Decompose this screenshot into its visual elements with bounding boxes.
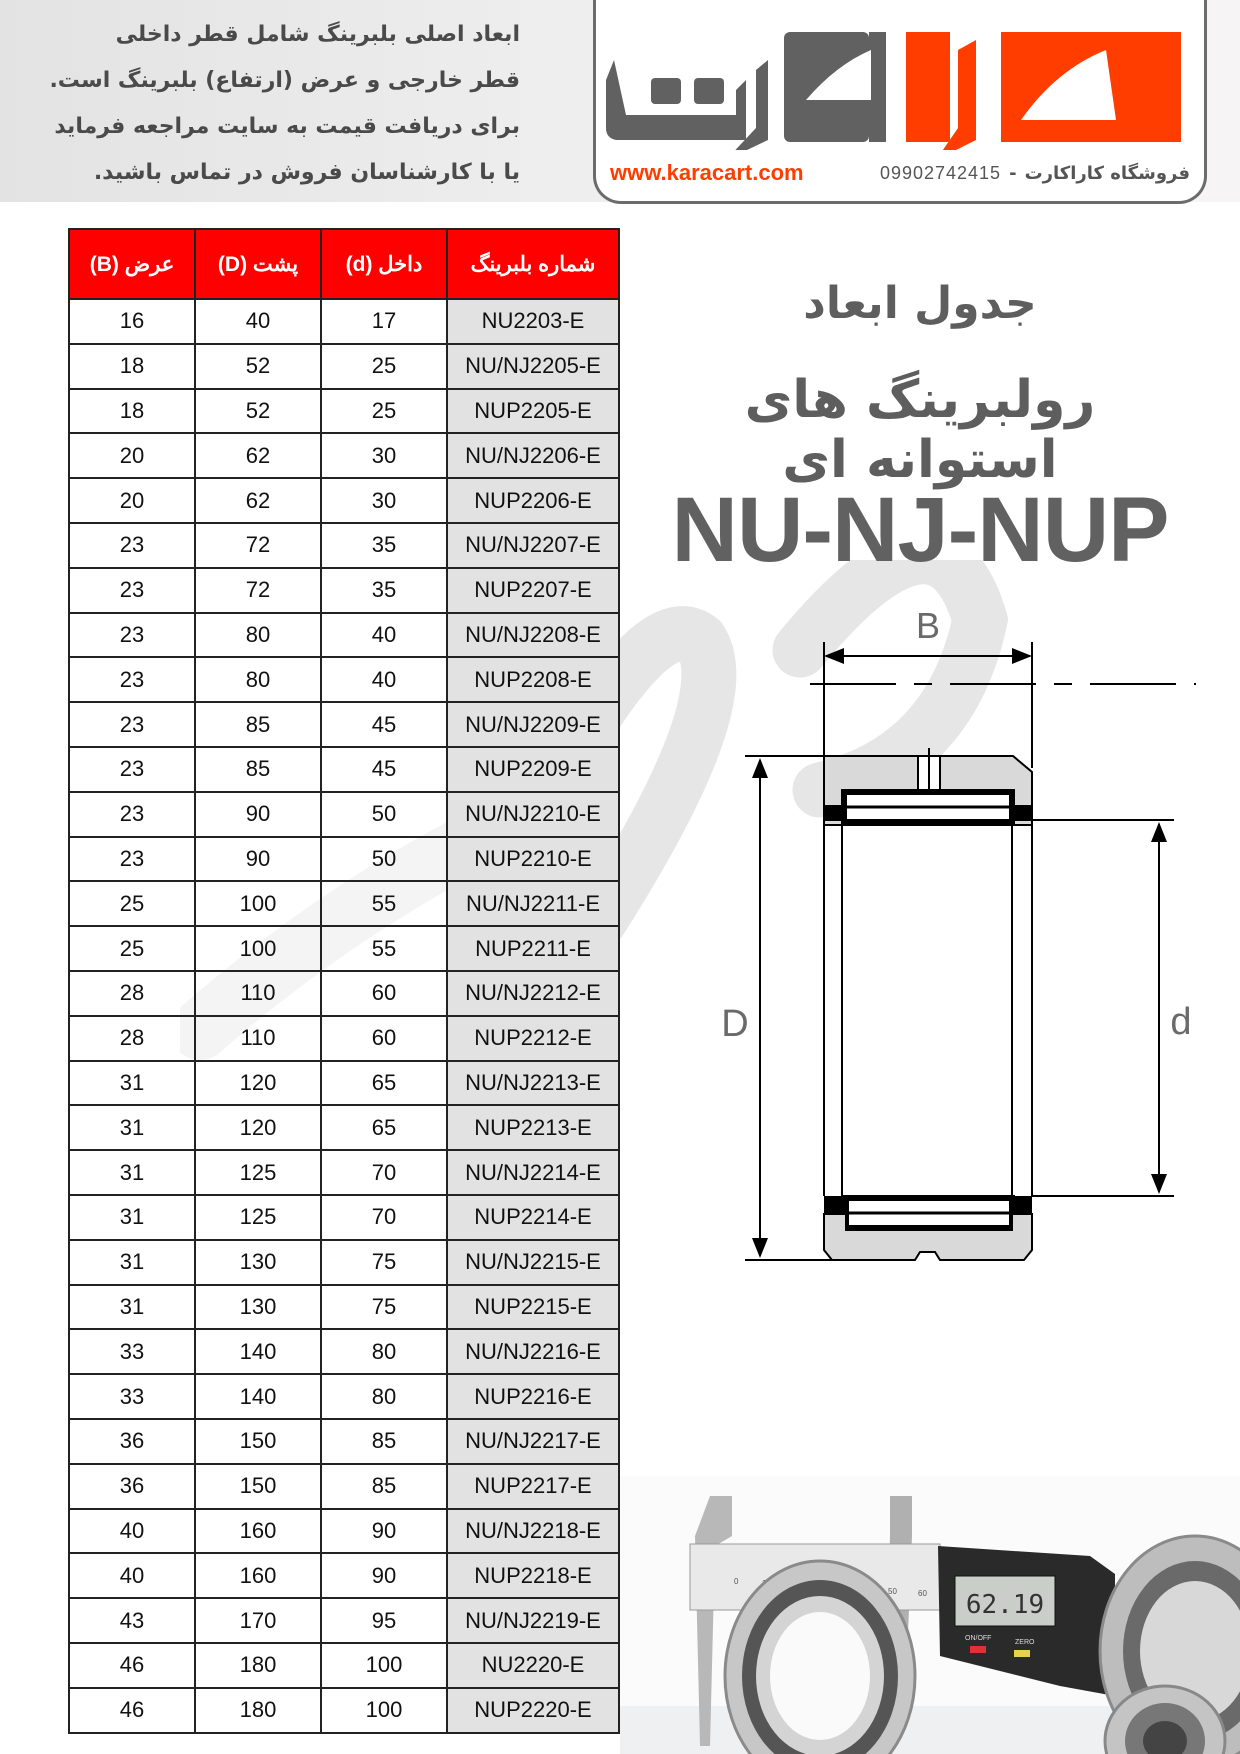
cell-outer-d: 80 — [195, 613, 321, 658]
header-outer-d: پشت (D) — [195, 229, 321, 299]
cell-inner-d: 65 — [321, 1105, 447, 1150]
cell-width-b: 31 — [69, 1195, 195, 1240]
table-row — [69, 1598, 619, 1643]
table-row — [69, 1374, 619, 1419]
cell-bearing-number: NU/NJ2219-E — [447, 1598, 619, 1643]
cell-bearing-number: NU/NJ2213-E — [447, 1061, 619, 1106]
table-row — [69, 1150, 619, 1195]
cell-bearing-number: NU/NJ2218-E — [447, 1509, 619, 1554]
cell-outer-d: 62 — [195, 478, 321, 523]
cell-inner-d: 50 — [321, 792, 447, 837]
caliper-bearings-photo — [620, 1476, 1240, 1754]
cell-width-b: 31 — [69, 1061, 195, 1106]
cell-outer-d: 40 — [195, 299, 321, 344]
cell-inner-d: 100 — [321, 1688, 447, 1733]
cell-width-b: 31 — [69, 1105, 195, 1150]
cell-width-b: 36 — [69, 1464, 195, 1509]
cell-outer-d: 90 — [195, 837, 321, 882]
cell-inner-d: 17 — [321, 299, 447, 344]
cell-outer-d: 100 — [195, 926, 321, 971]
cell-outer-d: 85 — [195, 747, 321, 792]
cell-width-b: 25 — [69, 881, 195, 926]
cell-inner-d: 90 — [321, 1509, 447, 1554]
logo-glyph — [694, 78, 724, 104]
table-row — [69, 1285, 619, 1330]
table-row — [69, 1105, 619, 1150]
table-row — [69, 792, 619, 837]
cell-inner-d: 30 — [321, 433, 447, 478]
cell-bearing-number: NU/NJ2206-E — [447, 433, 619, 478]
table-row — [69, 881, 619, 926]
table-row — [69, 1464, 619, 1509]
table-row — [69, 1419, 619, 1464]
onoff-button — [970, 1646, 986, 1653]
cell-bearing-number: NUP2218-E — [447, 1553, 619, 1598]
cell-outer-d: 160 — [195, 1553, 321, 1598]
cell-bearing-number: NU2203-E — [447, 299, 619, 344]
cell-inner-d: 70 — [321, 1150, 447, 1195]
cell-width-b: 36 — [69, 1419, 195, 1464]
cell-outer-d: 160 — [195, 1509, 321, 1554]
cell-inner-d: 40 — [321, 613, 447, 658]
cell-outer-d: 52 — [195, 389, 321, 434]
cell-outer-d: 85 — [195, 702, 321, 747]
cell-inner-d: 50 — [321, 837, 447, 882]
table-row — [69, 1195, 619, 1240]
cell-inner-d: 90 — [321, 1553, 447, 1598]
intro-text — [30, 12, 520, 196]
cell-inner-d: 55 — [321, 926, 447, 971]
phone-number[interactable]: 09902742415 — [879, 162, 1002, 183]
cell-inner-d: 95 — [321, 1598, 447, 1643]
cell-inner-d: 45 — [321, 702, 447, 747]
table-row — [69, 523, 619, 568]
table-row — [69, 478, 619, 523]
cell-width-b: 28 — [69, 971, 195, 1016]
label-outer-d: D — [721, 1003, 749, 1045]
cell-inner-d: 65 — [321, 1061, 447, 1106]
header-width-b: عرض (B) — [69, 229, 195, 299]
cell-width-b: 16 — [69, 299, 195, 344]
cell-outer-d: 120 — [195, 1105, 321, 1150]
table-row — [69, 613, 619, 658]
cell-width-b: 18 — [69, 344, 195, 389]
cell-width-b: 23 — [69, 657, 195, 702]
cell-bearing-number: NU/NJ2207-E — [447, 523, 619, 568]
cell-width-b: 20 — [69, 478, 195, 523]
cell-outer-d: 170 — [195, 1598, 321, 1643]
cell-width-b: 18 — [69, 389, 195, 434]
cell-inner-d: 35 — [321, 523, 447, 568]
separator: - — [1009, 162, 1017, 184]
cell-inner-d: 80 — [321, 1329, 447, 1374]
cell-outer-d: 125 — [195, 1195, 321, 1240]
cell-inner-d: 25 — [321, 389, 447, 434]
label-inner-d: d — [1170, 1001, 1192, 1043]
table-row — [69, 1553, 619, 1598]
cell-outer-d: 150 — [195, 1419, 321, 1464]
header-bearing-number: شماره بلبرینگ — [447, 229, 619, 299]
logo-glyph — [651, 78, 681, 104]
cell-width-b: 23 — [69, 568, 195, 613]
cell-bearing-number: NU/NJ2216-E — [447, 1329, 619, 1374]
logo-glyph — [869, 32, 886, 142]
cell-width-b: 23 — [69, 613, 195, 658]
intro-line: یا با کارشناسان فروش در تماس باشید. — [93, 160, 520, 185]
cell-bearing-number: NUP2220-E — [447, 1688, 619, 1733]
cell-outer-d: 90 — [195, 792, 321, 837]
karacart-logo — [606, 10, 1191, 150]
cell-width-b: 40 — [69, 1553, 195, 1598]
cell-width-b: 31 — [69, 1150, 195, 1195]
onoff-label: ON/OFF — [965, 1635, 992, 1642]
cell-outer-d: 180 — [195, 1688, 321, 1733]
cell-bearing-number: NU/NJ2217-E — [447, 1419, 619, 1464]
cell-bearing-number: NU/NJ2210-E — [447, 792, 619, 837]
table-row — [69, 971, 619, 1016]
lcd-reading: 62.19 — [965, 1590, 1045, 1620]
cell-inner-d: 85 — [321, 1419, 447, 1464]
cell-width-b: 28 — [69, 1016, 195, 1061]
cell-outer-d: 180 — [195, 1643, 321, 1688]
cell-outer-d: 110 — [195, 1016, 321, 1061]
title-line-2: رولبرینگ های استوانه ای — [744, 370, 1096, 490]
header-inner-d: داخل (d) — [321, 229, 447, 299]
table-row — [69, 837, 619, 882]
table-row — [69, 1643, 619, 1688]
cell-bearing-number: NUP2215-E — [447, 1285, 619, 1330]
cell-width-b: 23 — [69, 523, 195, 568]
svg-text:0: 0 — [734, 1577, 739, 1586]
cell-bearing-number: NUP2210-E — [447, 837, 619, 882]
cell-width-b: 33 — [69, 1329, 195, 1374]
table-row — [69, 299, 619, 344]
cell-inner-d: 85 — [321, 1464, 447, 1509]
cell-bearing-number: NUP2208-E — [447, 657, 619, 702]
cell-outer-d: 62 — [195, 433, 321, 478]
cell-bearing-number: NUP2213-E — [447, 1105, 619, 1150]
cell-bearing-number: NU/NJ2215-E — [447, 1240, 619, 1285]
label-b: B — [915, 605, 941, 646]
cell-width-b: 23 — [69, 747, 195, 792]
cell-bearing-number: NUP2211-E — [447, 926, 619, 971]
table-row — [69, 1016, 619, 1061]
cell-inner-d: 60 — [321, 971, 447, 1016]
cell-bearing-number: NUP2214-E — [447, 1195, 619, 1240]
cell-bearing-number: NUP2205-E — [447, 389, 619, 434]
cell-bearing-number: NU/NJ2209-E — [447, 702, 619, 747]
cell-outer-d: 150 — [195, 1464, 321, 1509]
cell-inner-d: 35 — [321, 568, 447, 613]
dimensions-table — [68, 228, 620, 1734]
table-row — [69, 1061, 619, 1106]
cell-bearing-number: NU/NJ2212-E — [447, 971, 619, 1016]
cell-width-b: 20 — [69, 433, 195, 478]
svg-text:60: 60 — [918, 1589, 927, 1598]
cell-outer-d: 100 — [195, 881, 321, 926]
cell-outer-d: 125 — [195, 1150, 321, 1195]
cell-inner-d: 60 — [321, 1016, 447, 1061]
cell-bearing-number: NU/NJ2211-E — [447, 881, 619, 926]
cell-bearing-number: NUP2206-E — [447, 478, 619, 523]
cell-inner-d: 70 — [321, 1195, 447, 1240]
cell-width-b: 40 — [69, 1509, 195, 1554]
cell-outer-d: 130 — [195, 1285, 321, 1330]
cell-outer-d: 80 — [195, 657, 321, 702]
cell-width-b: 23 — [69, 702, 195, 747]
cell-outer-d: 130 — [195, 1240, 321, 1285]
table-row — [69, 702, 619, 747]
table-row — [69, 433, 619, 478]
table-row — [69, 344, 619, 389]
cell-bearing-number: NUP2216-E — [447, 1374, 619, 1419]
logo-glyph — [906, 32, 950, 142]
cell-width-b: 43 — [69, 1598, 195, 1643]
cell-width-b: 25 — [69, 926, 195, 971]
table-row — [69, 389, 619, 434]
title-line-1: جدول ابعاد — [803, 278, 1037, 329]
cell-width-b: 31 — [69, 1240, 195, 1285]
zero-label: ZERO — [1015, 1639, 1035, 1646]
cell-width-b: 46 — [69, 1688, 195, 1733]
table-row — [69, 568, 619, 613]
cell-bearing-number: NU/NJ2214-E — [447, 1150, 619, 1195]
logo-footer — [610, 156, 1190, 190]
store-label: فروشگاه کاراکارت — [1024, 162, 1190, 184]
cell-outer-d: 140 — [195, 1374, 321, 1419]
table-row — [69, 657, 619, 702]
cell-bearing-number: NU/NJ2208-E — [447, 613, 619, 658]
cell-width-b: 33 — [69, 1374, 195, 1419]
svg-text:50: 50 — [888, 1587, 897, 1596]
website-link[interactable]: www.karacart.com — [610, 160, 804, 185]
intro-line: برای دریافت قیمت به سایت مراجعه فرماید — [54, 114, 520, 139]
cell-inner-d: 25 — [321, 344, 447, 389]
cell-inner-d: 40 — [321, 657, 447, 702]
cell-outer-d: 140 — [195, 1329, 321, 1374]
cell-bearing-number: NUP2212-E — [447, 1016, 619, 1061]
cell-outer-d: 120 — [195, 1061, 321, 1106]
cell-inner-d: 75 — [321, 1240, 447, 1285]
intro-line: ابعاد اصلی بلبرینگ شامل قطر داخلی — [115, 22, 520, 47]
cell-bearing-number: NU/NJ2205-E — [447, 344, 619, 389]
cell-outer-d: 52 — [195, 344, 321, 389]
table-row — [69, 1329, 619, 1374]
cell-width-b: 31 — [69, 1285, 195, 1330]
logo-box — [593, 0, 1207, 204]
table-row — [69, 926, 619, 971]
cell-bearing-number: NUP2209-E — [447, 747, 619, 792]
store-contact — [880, 163, 1190, 184]
cell-width-b: 23 — [69, 792, 195, 837]
table-row — [69, 747, 619, 792]
cell-outer-d: 110 — [195, 971, 321, 1016]
table-row — [69, 1688, 619, 1733]
table-row — [69, 1240, 619, 1285]
table-row — [69, 1509, 619, 1554]
cell-bearing-number: NUP2217-E — [447, 1464, 619, 1509]
cell-inner-d: 80 — [321, 1374, 447, 1419]
table-body — [69, 299, 619, 1733]
cell-bearing-number: NU2220-E — [447, 1643, 619, 1688]
cell-inner-d: 100 — [321, 1643, 447, 1688]
cell-inner-d: 75 — [321, 1285, 447, 1330]
series-title: NU-NJ-NUP — [671, 479, 1169, 581]
cell-bearing-number: NUP2207-E — [447, 568, 619, 613]
cell-outer-d: 72 — [195, 523, 321, 568]
table-header-row — [69, 229, 619, 299]
cell-width-b: 46 — [69, 1643, 195, 1688]
cell-inner-d: 30 — [321, 478, 447, 523]
cell-width-b: 23 — [69, 837, 195, 882]
intro-line: قطر خارجی و عرض (ارتفاع) بلبرینگ است. — [49, 68, 520, 93]
bearing-cross-section-diagram — [700, 600, 1200, 1320]
zero-button — [1014, 1650, 1030, 1657]
cell-inner-d: 45 — [321, 747, 447, 792]
cell-outer-d: 72 — [195, 568, 321, 613]
cell-inner-d: 55 — [321, 881, 447, 926]
